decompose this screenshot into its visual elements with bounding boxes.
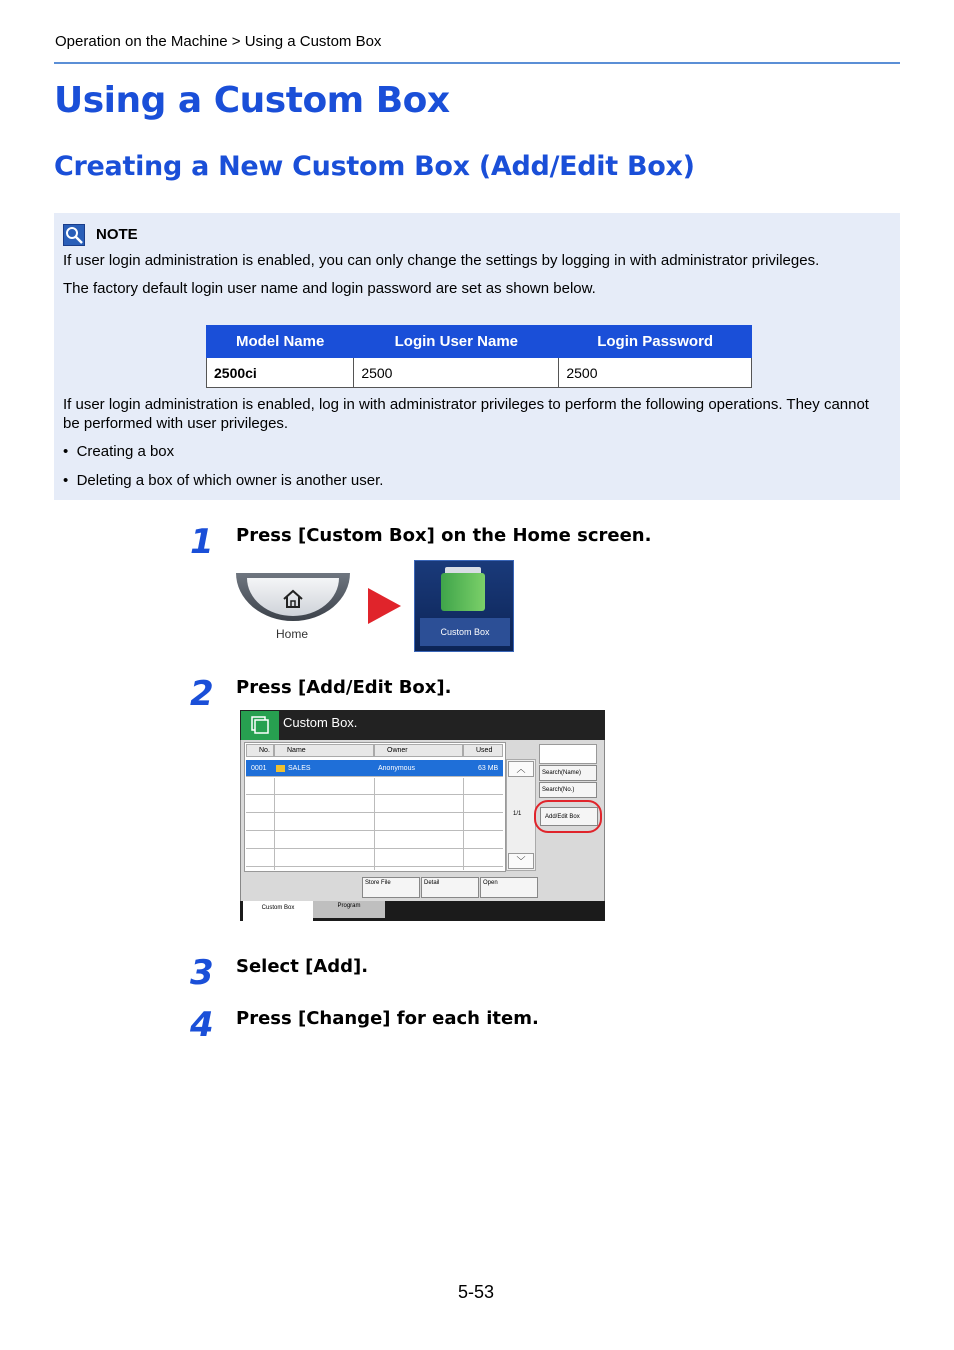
step-text: Press [Change] for each item.: [236, 1008, 539, 1029]
row-no: 0001: [251, 765, 267, 772]
add-edit-box-button[interactable]: Add/Edit Box: [540, 807, 598, 826]
row-name: SALES: [288, 765, 311, 772]
header-rule: [54, 62, 900, 64]
tab-custom-box[interactable]: Custom Box: [243, 901, 313, 921]
table-header: Model Name: [207, 326, 354, 358]
step-text: Select [Add].: [236, 956, 369, 977]
column-header-used[interactable]: Used: [463, 744, 503, 757]
list-item: • Deleting a box of which owner is another user.: [63, 472, 384, 489]
step-number: 2: [190, 674, 214, 714]
column-header-name[interactable]: Name: [274, 744, 374, 757]
table-row: [207, 358, 752, 388]
step-text: Press [Custom Box] on the Home screen.: [236, 525, 652, 546]
custom-box-label: Custom Box: [420, 618, 510, 646]
column-divider: [274, 778, 275, 870]
table-row[interactable]: [246, 760, 503, 777]
step-number: 4: [190, 1005, 214, 1045]
detail-button[interactable]: Detail: [421, 877, 479, 898]
highlight-ring: [534, 800, 602, 833]
step-number: 1: [190, 522, 214, 562]
tab-program[interactable]: Program: [313, 901, 385, 918]
custom-box-icon: [441, 573, 485, 611]
arrow-right-icon: [368, 588, 401, 624]
scroll-up-button[interactable]: ︿: [508, 761, 534, 777]
store-file-button[interactable]: Store File: [362, 877, 420, 898]
table-header: Login Password: [559, 326, 752, 358]
login-table: [206, 325, 752, 388]
page-number: 5-53: [458, 1282, 495, 1302]
note-title: NOTE: [96, 226, 138, 243]
section-title: Creating a New Custom Box (Add/Edit Box): [54, 151, 695, 182]
page-title: Using a Custom Box: [54, 80, 450, 121]
column-divider: [463, 778, 464, 870]
table-cell: 2500: [354, 358, 559, 388]
note-paragraph: If user login administration is enabled, you can only change the settings by logging in with administrator privileges.: [63, 252, 820, 269]
note-paragraph: If user login administration is enabled, log in with administrator privileges to perform the following operations. They cannot be performed with user privileges.: [63, 396, 869, 432]
table-cell: 2500: [559, 358, 752, 388]
search-no-button[interactable]: Search(No.): [539, 782, 597, 798]
step-number: 3: [190, 953, 214, 993]
open-button[interactable]: Open: [480, 877, 538, 898]
scroll-down-button[interactable]: ﹀: [508, 853, 534, 869]
note-icon: [63, 224, 85, 246]
folder-icon: [276, 765, 285, 772]
screen-title: Custom Box.: [283, 715, 358, 730]
row-used: 63 MB: [478, 765, 499, 772]
search-name-button[interactable]: Search(Name): [539, 765, 597, 781]
search-field[interactable]: [539, 744, 597, 764]
home-label: Home: [276, 627, 309, 641]
table-header: Login User Name: [354, 326, 559, 358]
list-item: • Creating a box: [63, 443, 175, 460]
table-cell: 2500ci: [207, 358, 354, 388]
step-text: Press [Add/Edit Box].: [236, 677, 452, 698]
custom-box-screen-icon: [241, 711, 279, 740]
column-divider: [374, 778, 375, 870]
breadcrumb: Operation on the Machine > Using a Custom Box: [55, 33, 382, 50]
column-header-owner[interactable]: Owner: [374, 744, 463, 757]
page-indicator: 1/1: [513, 811, 522, 817]
row-owner: Anonymous: [378, 765, 415, 772]
note-paragraph: The factory default login user name and login password are set as shown below.: [63, 280, 596, 297]
column-header-no[interactable]: No.: [246, 744, 274, 757]
home-icon: [282, 589, 304, 614]
